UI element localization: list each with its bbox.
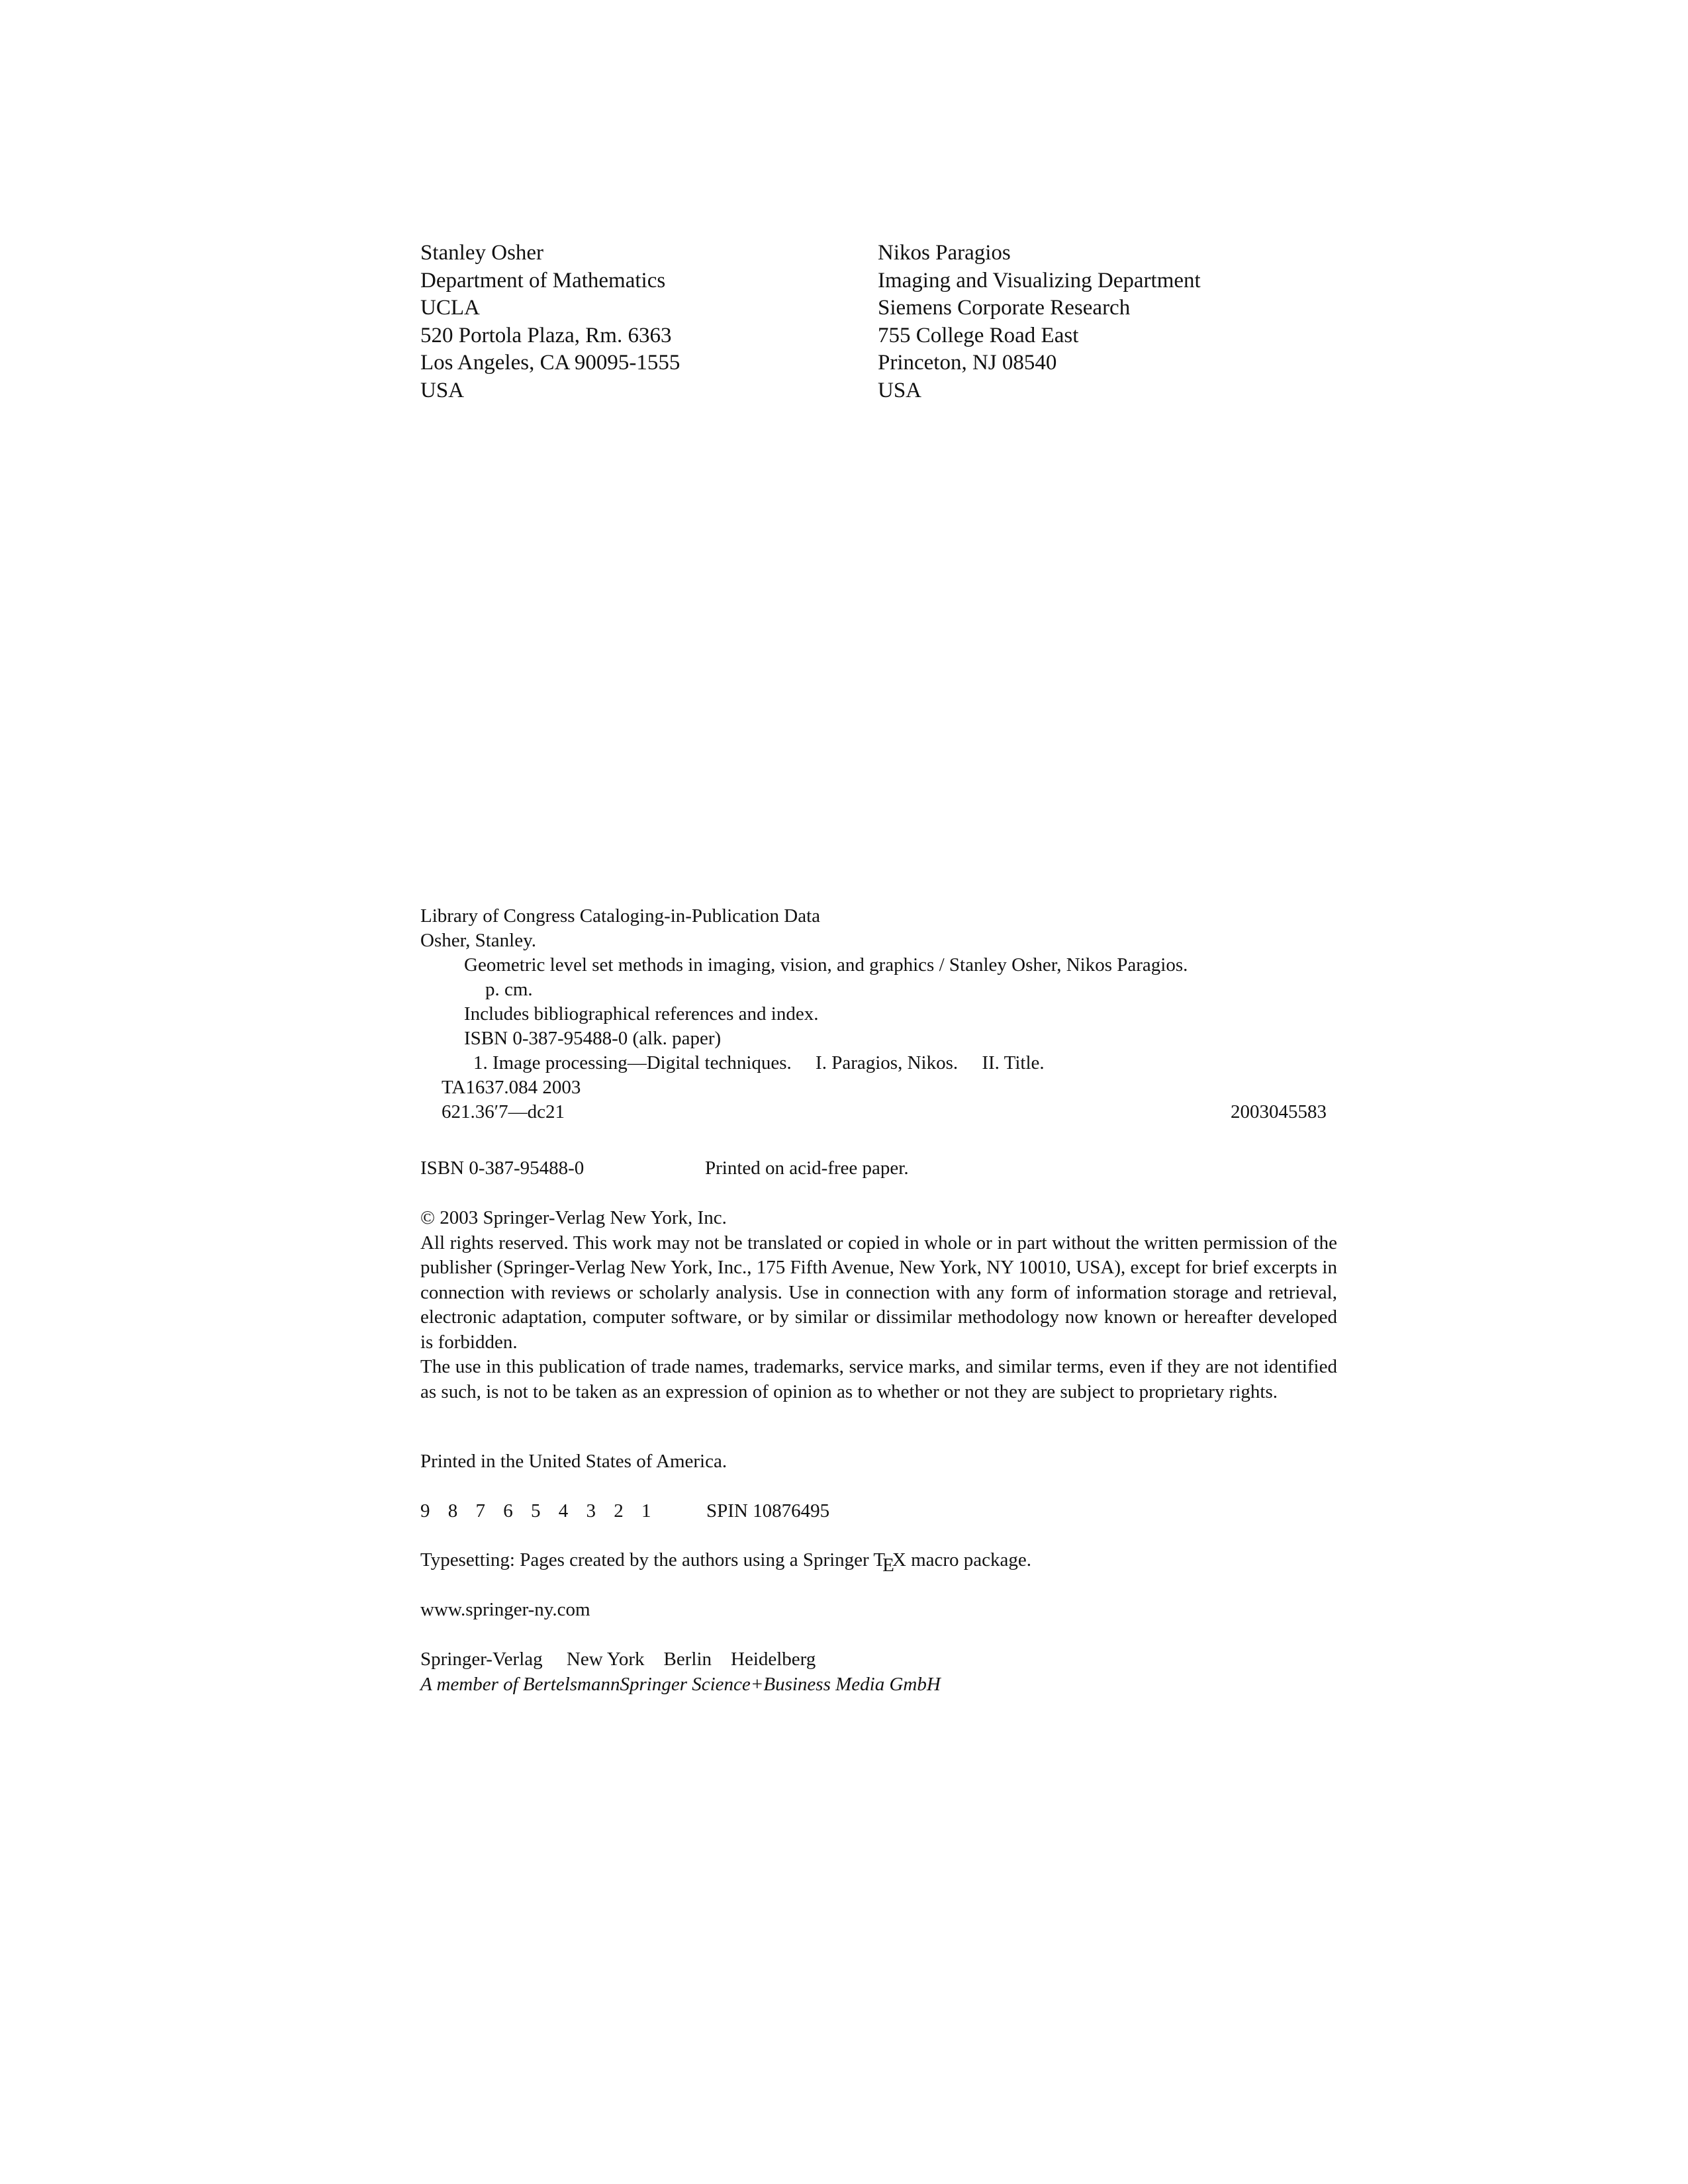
publisher-block — [420, 1647, 1337, 1697]
author-city: Princeton, NJ 08540 — [878, 351, 1057, 375]
publisher-line: Springer-Verlag New York Berlin Heidelberg — [420, 1649, 816, 1670]
cip-title-line: Geometric level set methods in imaging, vision, and graphics / Stanley Osher, Nikos Paragios. — [464, 954, 1188, 976]
author-department: Imaging and Visualizing Department — [878, 268, 1201, 293]
printing-line — [420, 1499, 1337, 1524]
cip-subjects: 1. Image processing—Digital techniques. I. Paragios, Nikos. II. Title. — [473, 1052, 1045, 1073]
trademarks-paragraph: The use in this publication of trade names, trademarks, service marks, and similar terms, even if they are not identified as such, is not to be taken as an expression of opinion as to whether or not they are subject to proprietary rights. — [420, 1356, 1337, 1402]
cip-main-entry: Osher, Stanley. — [420, 930, 536, 951]
typesetting-line — [420, 1548, 1337, 1576]
rights-paragraph: All rights reserved. This work may not be translated or copied in whole or in part without the written permission of the publisher (Springer-Verlag New York, Inc., 175 Fifth Avenue, New York, NY 10010, USA), except for brief excerpts in connection with reviews or scholarly analysis. Use in connection with any form of information storage and retrieval, electronic adaptation, computer software, or by similar or dissimilar methodology now known or hereafter developed is forbidden. — [420, 1232, 1337, 1353]
author-institution: Siemens Corporate Research — [878, 296, 1131, 320]
author-street: 755 College Road East — [878, 323, 1079, 347]
author-address-osher — [420, 240, 680, 404]
author-name: Stanley Osher — [420, 241, 544, 265]
copyright-line: © 2003 Springer-Verlag New York, Inc. — [420, 1207, 727, 1228]
cip-isbn: ISBN 0-387-95488-0 (alk. paper) — [464, 1028, 722, 1049]
printing-numbers: 9 8 7 6 5 4 3 2 1 — [420, 1500, 658, 1522]
cip-pages: p. cm. — [485, 979, 533, 1000]
typesetting-suffix: macro package. — [906, 1549, 1032, 1570]
cip-lccn: 2003045583 — [1231, 1101, 1327, 1122]
publisher-website[interactable]: www.springer-ny.com — [420, 1599, 590, 1620]
cip-data-block — [420, 904, 1327, 1124]
author-city: Los Angeles, CA 90095-1555 — [420, 351, 680, 375]
isbn-line — [420, 1156, 1337, 1181]
author-department: Department of Mathematics — [420, 268, 666, 293]
printed-in: Printed in the United States of America. — [420, 1451, 727, 1472]
cip-notes: Includes bibliographical references and index. — [464, 1003, 819, 1024]
author-country: USA — [420, 378, 465, 402]
cip-dewey: 621.36′7—dc21 — [442, 1101, 565, 1122]
author-country: USA — [878, 378, 922, 402]
tex-logo: TEX — [873, 1549, 906, 1576]
isbn-number: ISBN 0-387-95488-0 — [420, 1158, 585, 1179]
spin-number: SPIN 10876495 — [706, 1500, 830, 1522]
author-street: 520 Portola Plaza, Rm. 6363 — [420, 323, 672, 347]
author-name: Nikos Paragios — [878, 241, 1011, 265]
cip-heading: Library of Congress Cataloging-in-Publication Data — [420, 905, 821, 927]
author-address-paragios — [878, 240, 1201, 404]
copyright-block — [420, 1206, 1337, 1404]
acid-free-note: Printed on acid-free paper. — [705, 1158, 909, 1179]
publisher-member: A member of BertelsmannSpringer Science+Business Media GmbH — [420, 1673, 941, 1695]
cip-classification-row — [420, 1100, 1327, 1124]
typesetting-prefix: Typesetting: Pages created by the authors using a Springer — [420, 1549, 874, 1570]
cip-lc-class: TA1637.084 2003 — [442, 1077, 581, 1098]
author-institution: UCLA — [420, 296, 480, 320]
